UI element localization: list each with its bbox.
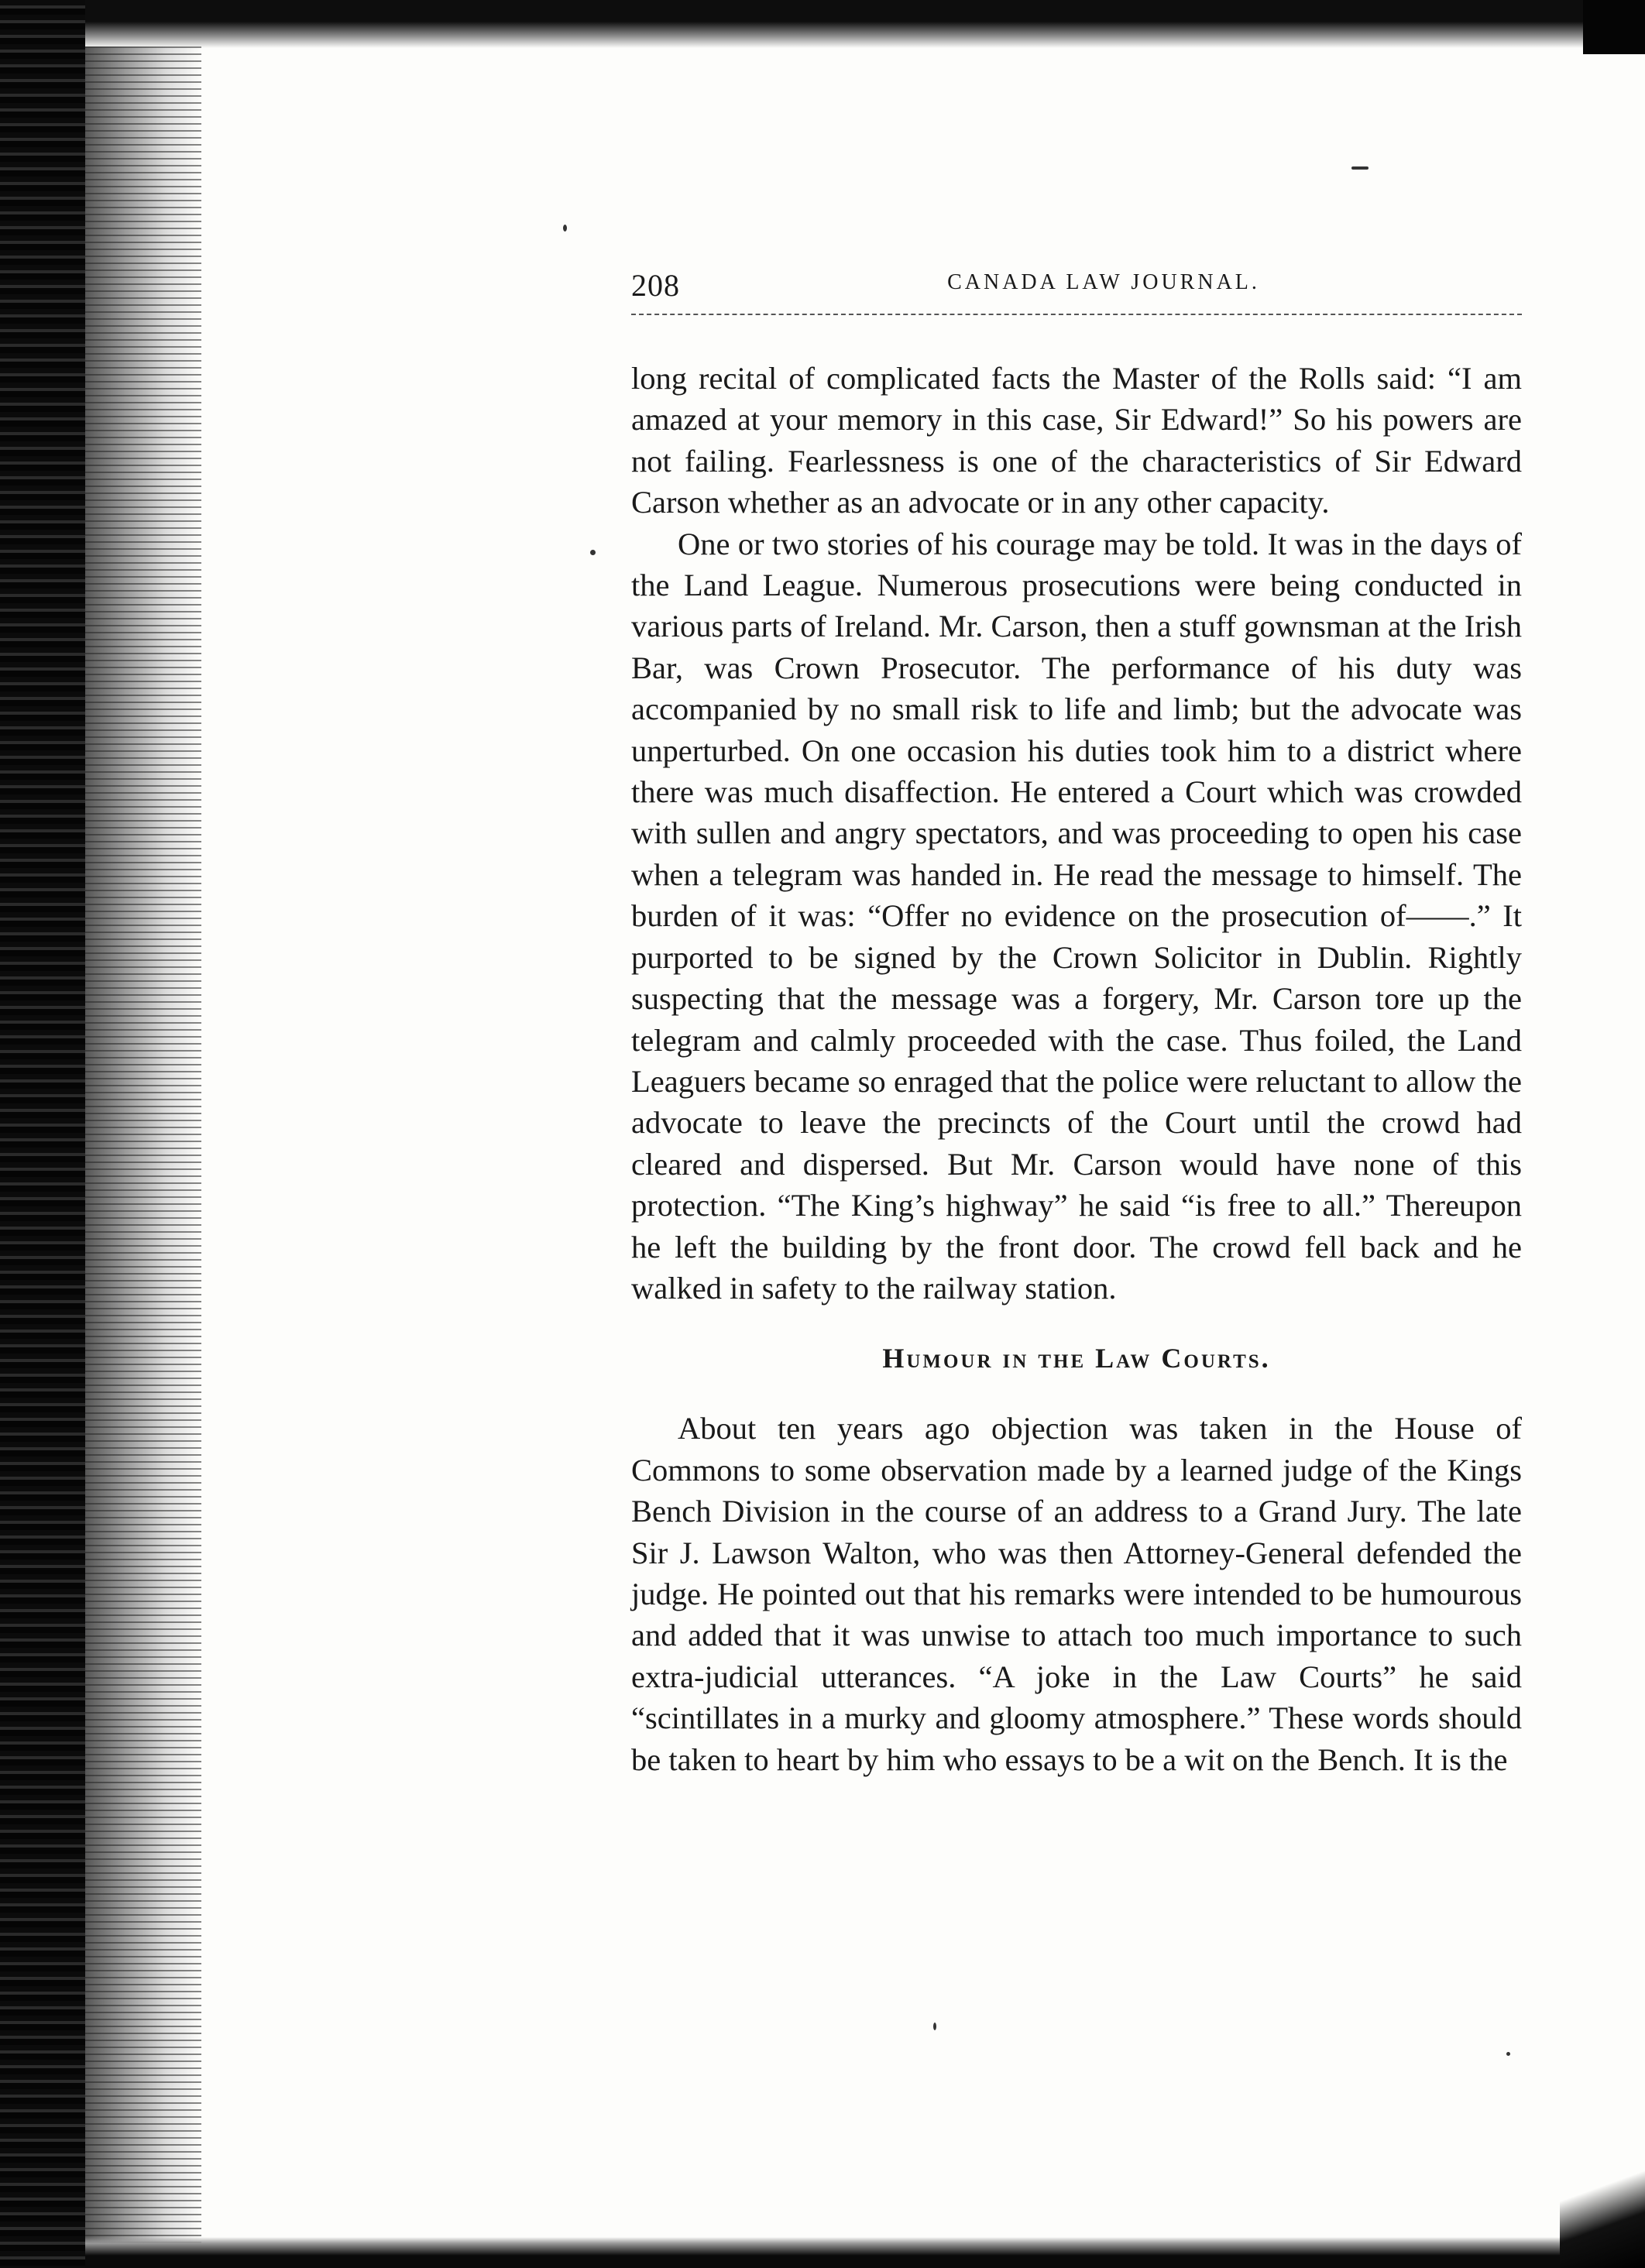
binding-gutter-shadow bbox=[85, 46, 201, 2246]
bottom-right-scan-corner bbox=[1560, 2160, 1645, 2268]
paragraph-continued: long recital of complicated facts the Master of the Rolls said: “I am amazed at your memory in this case, Sir Edward!” So his powers are not failing. Fearlessness is one of the characteristics of Sir Edward Carson whether as an advocate or in any other capacity. bbox=[631, 361, 1522, 520]
section-heading: Humour in the Law Courts. bbox=[882, 1343, 1271, 1374]
scan-speck bbox=[1506, 2052, 1510, 2056]
scan-speck bbox=[1351, 166, 1369, 170]
top-scan-shadow bbox=[85, 0, 1645, 48]
bottom-scan-shadow bbox=[85, 2237, 1645, 2268]
paragraph-carson-courage: One or two stories of his courage may be told. It was in the days of the Land League. Numerous prosecutions were being conducted in various parts of Ireland. Mr. Carson, then a stuff gownsman at the Irish Bar, was Crown Prosecutor. The performance of his duty was accompanied by no small risk to life and limb; but the advocate was unperturbed. On one occasion his duties took him to a district where there was much disaffection. He entered a Court which was crowded with sullen and angry spectators, and was proceeding to open his case when a telegram was handed in. He read the message to himself. The burden of it was: “Offer no evidence on the prosecution of——.” It purported to be signed by the Crown Solicitor in Dublin. Rightly suspecting that the message was a forgery, Mr. Carson tore up the telegram and calmly proceeded with the case. Thus foiled, the Land Leaguers became so enraged that the police were reluctant to allow the advocate to leave the precincts of the Court until the crowd had cleared and dispersed. But Mr. Carson would have none of this protection. “The King’s highway” he said “is free to all.” Thereupon he left the building by the front door. The crowd fell back and he walked in safety to the railway station. bbox=[631, 526, 1522, 1306]
journal-title: CANADA LAW JOURNAL. bbox=[947, 270, 1260, 294]
scan-speck bbox=[933, 2023, 936, 2030]
paragraph-humour-law-courts: About ten years ago objection was taken in the House of Commons to some observation made by a learned judge of the Kings Bench Division in the course of an address to a Grand Jury. The late Sir J. Lawson Walton, who was then Attorney-General defended the judge. He pointed out that his remarks were intended to be humourous and added that it was unwise to attach too much importance to such extra-judicial utterances. “A joke in the Law Courts” he said “scintillates in a murky and gloomy atmosphere.” These words should be taken to heart by him who essays to be a wit on the Bench. It is the bbox=[631, 1411, 1522, 1777]
running-head bbox=[631, 267, 1522, 306]
binding-edge bbox=[0, 0, 85, 2268]
header-rule bbox=[631, 314, 1522, 315]
scan-speck bbox=[563, 225, 567, 232]
page-number: 208 bbox=[631, 268, 680, 303]
article-body bbox=[631, 358, 1522, 1780]
top-right-scan-corner bbox=[1583, 0, 1645, 54]
scan-speck bbox=[590, 550, 596, 555]
